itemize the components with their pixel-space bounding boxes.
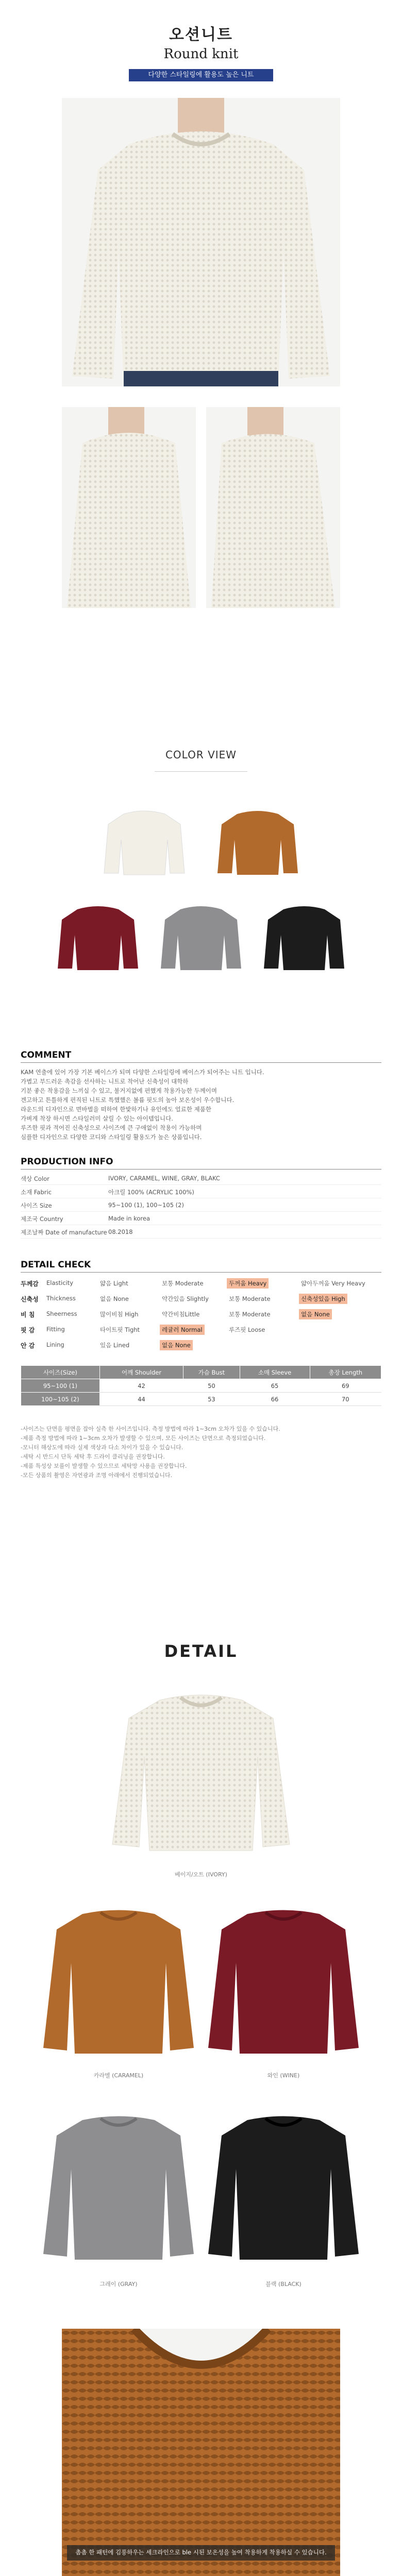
production-value: Made in korea — [108, 1215, 150, 1222]
color-swatch-wine — [57, 904, 139, 971]
caption-ivory: 베이지/오트 (IVORY) — [175, 1871, 227, 1878]
size-cell: 70 — [310, 1393, 381, 1406]
check-option: 없음 None — [100, 1295, 129, 1302]
size-col-header: 소매 Sleeve — [240, 1366, 310, 1379]
production-rule — [21, 1169, 381, 1170]
production-label: 소재 Fabric — [21, 1189, 52, 1196]
comment-rule — [21, 1062, 381, 1063]
caption-gray: 그레이 (GRAY) — [99, 2281, 138, 2287]
note-line: -제품 측정 방법에 따라 1~3cm 오차가 발생할 수 있으며, 모든 사이즈는 단면으로 측정되었습니다. — [21, 1435, 266, 1442]
check-option: 약간있음 Slightly — [162, 1295, 209, 1302]
production-value: 아크릴 100% (ACRYLIC 100%) — [108, 1189, 194, 1196]
detail-check-row-sheerness — [21, 1307, 381, 1322]
product-title-en: Round knit — [163, 46, 239, 62]
size-cell: 100~105 (2) — [21, 1393, 100, 1406]
size-cell: 50 — [183, 1379, 240, 1393]
note-line: -모든 상품의 촬영은 자연광과 조명 아래에서 진행되었습니다. — [21, 1472, 173, 1479]
production-row-color — [21, 1172, 381, 1185]
color-swatch-gray — [160, 904, 242, 971]
detail-title: DETAIL — [164, 1641, 238, 1661]
note-line: -모니터 해상도에 따라 실제 색상과 다소 차이가 있을 수 있습니다. — [21, 1444, 183, 1451]
comment-line: 겐고하고 튼틀하게 편직된 니트로 특했했은 볼륨 핏도의 높아 보온성이 우수합니다. — [21, 1096, 234, 1104]
product-title-ko: 오션니트 — [169, 26, 233, 44]
production-row-date — [21, 1225, 381, 1239]
size-cell: 65 — [240, 1379, 310, 1393]
detail-photo-caramel — [41, 1906, 196, 2056]
size-cell: 42 — [99, 1379, 183, 1393]
detail-photo-gray — [41, 2112, 196, 2262]
comment-line: 기분 좋은 착용감을 느끼실 수 있고, 불거지없에 편했게 착용가능한 두께이며 — [21, 1087, 217, 1094]
size-cell: 95~100 (1) — [21, 1379, 100, 1393]
check-option: 있음 Lined — [100, 1342, 130, 1349]
check-option: 많이비침 High — [100, 1311, 139, 1318]
check-option: 얇아두꺼움 Very Heavy — [301, 1280, 365, 1287]
size-cell: 69 — [310, 1379, 381, 1393]
check-key: 신축성 — [21, 1296, 39, 1303]
detail-check-row-fitting — [21, 1322, 381, 1337]
check-option-selected: 두꺼움 Heavy — [227, 1278, 269, 1289]
detail-check-row-lining — [21, 1337, 381, 1353]
check-option-selected: 없음 None — [299, 1309, 332, 1319]
check-option: 루즈핏 Loose — [229, 1326, 265, 1333]
size-table-header — [21, 1366, 381, 1379]
production-value: 95~100 (1), 100~105 (2) — [108, 1201, 184, 1209]
production-row-size — [21, 1198, 381, 1212]
check-key: 비 침 — [21, 1311, 35, 1318]
comment-heading: COMMENT — [21, 1050, 72, 1060]
detail-check-heading: DETAIL CHECK — [21, 1260, 91, 1270]
production-row-country — [21, 1212, 381, 1225]
production-label: 제조국 Country — [21, 1215, 63, 1223]
row-divider — [21, 1238, 381, 1239]
check-key: 안 감 — [21, 1342, 35, 1349]
comment-line: 가볍고 부드러운 촉감을 선사하는 니트로 착어난 신축성이 대학하 — [21, 1078, 189, 1085]
check-option: 보통 Moderate — [229, 1311, 271, 1318]
tagline-badge: 다양한 스타일링에 활용도 높은 니트 — [129, 69, 273, 81]
check-option: 얇음 Light — [100, 1280, 128, 1287]
color-swatch-caramel — [216, 809, 299, 876]
banner-line: 촘촘 한 패턴에 김풍하우는 세크라인으로 ble 시된 보온성을 높여 착용하게 착용하실 수 있습니다. — [75, 2549, 327, 2556]
caption-caramel: 카라멜 (CARAMEL) — [93, 2072, 144, 2079]
size-col-header: 가슴 Bust — [183, 1366, 240, 1379]
check-option: 약간비침Little — [162, 1311, 200, 1318]
production-value: 08.2018 — [108, 1228, 133, 1235]
production-label: 사이즈 Size — [21, 1202, 52, 1209]
caption-wine: 와인 (WINE) — [267, 2072, 300, 2079]
note-line: -제품 특성상 보풀이 발생할 수 있으므로 세탁망 사용을 권장합니다. — [21, 1463, 187, 1469]
closeup-photo-neckline — [62, 2329, 340, 2576]
note-line: -사이즈는 단면을 평면을 잡아 실측 한 사이즈입니다. 측정 방법에 따라 1~3cm 오차가 있을 수 있습니다. — [21, 1426, 280, 1432]
color-swatch-ivory — [103, 809, 186, 876]
side-model-photo-left — [62, 407, 196, 608]
product-header — [0, 0, 402, 82]
detail-check-row-elasticity — [21, 1291, 381, 1307]
size-cell: 44 — [99, 1393, 183, 1406]
check-option-selected: 레귤러 Normal — [160, 1325, 205, 1335]
size-table — [21, 1365, 381, 1406]
check-option-selected: 없음 None — [160, 1340, 193, 1350]
comment-line: 루즈한 핏과 적어진 신축성으로 사이즈에 큰 구애없이 착용이 가능하며 — [21, 1124, 202, 1131]
comment-line: 가벼게 착장 하시면 스타일러미 살릴 수 있는 아이템입니다. — [21, 1115, 173, 1122]
main-model-photo — [62, 98, 340, 386]
color-swatch-black — [263, 904, 345, 971]
comment-line: 심플한 디자인으로 다양한 코디와 스타일링 활용도가 높은 상품입니다. — [21, 1133, 202, 1141]
note-line: -세탁 시 반드시 단독 세탁 후 드라이 클리닝을 권장합니다. — [21, 1453, 165, 1460]
production-label: 제조날짜 Date of manufacture — [21, 1229, 107, 1236]
size-cell: 53 — [183, 1393, 240, 1406]
check-key: 두께감 — [21, 1280, 39, 1287]
check-key-en: Fitting — [46, 1326, 65, 1333]
production-value: IVORY, CARAMEL, WINE, GRAY, BLAKC — [108, 1175, 220, 1182]
size-col-header: 총장 Length — [310, 1366, 381, 1379]
detail-photo-ivory — [108, 1690, 294, 1855]
size-col-header: 사이즈(Size) — [21, 1366, 100, 1379]
detail-check-rule — [21, 1272, 381, 1273]
check-option-selected: 신축성있음 High — [299, 1294, 347, 1304]
detail-check-row-thickness — [21, 1276, 381, 1291]
check-key-en: Lining — [46, 1341, 64, 1348]
caption-black: 블랙 (BLACK) — [265, 2281, 301, 2287]
check-key: 핏 감 — [21, 1327, 35, 1334]
table-row — [21, 1379, 381, 1393]
size-cell: 66 — [240, 1393, 310, 1406]
color-view-title: COLOR VIEW — [165, 749, 237, 761]
check-option: 타이트핏 Tight — [100, 1326, 140, 1333]
check-key-en: Elasticity — [46, 1279, 74, 1286]
detail-photo-wine — [206, 1906, 361, 2056]
table-row — [21, 1393, 381, 1406]
check-key-en: Thickness — [46, 1295, 76, 1302]
production-row-fabric — [21, 1185, 381, 1198]
side-model-photo-right — [206, 407, 340, 608]
comment-line: 라운드의 디자인으로 면바벌을 떠하여 한밫하기나 유인에도 얼료한 제품한 — [21, 1106, 211, 1113]
closeup-caption-neckline — [67, 2545, 335, 2561]
detail-photo-black — [206, 2112, 361, 2262]
comment-line: KAM 연출에 있어 가장 기본 베이스가 되며 다양한 스타일링에 베이스가 되어주는 니트 입니다. — [21, 1069, 264, 1076]
check-option: 보통 Moderate — [162, 1280, 204, 1287]
production-heading: PRODUCTION INFO — [21, 1157, 113, 1167]
size-col-header: 어깨 Shoulder — [99, 1366, 183, 1379]
check-key-en: Sheerness — [46, 1310, 77, 1317]
check-option: 보통 Moderate — [229, 1295, 271, 1302]
production-label: 색상 Color — [21, 1175, 49, 1182]
color-view-divider — [155, 771, 247, 772]
